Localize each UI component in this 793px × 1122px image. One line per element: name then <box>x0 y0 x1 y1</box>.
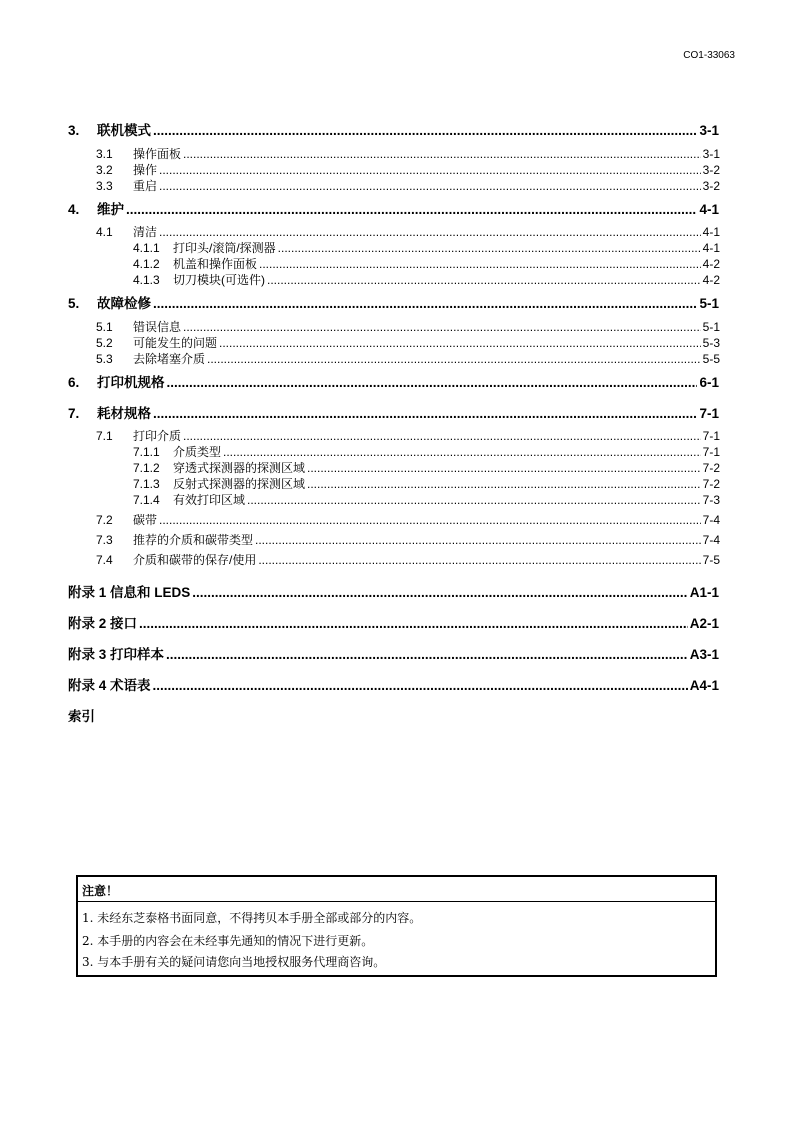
toc-page: 4-1 <box>699 202 719 217</box>
toc-number: 3.3 <box>96 179 113 193</box>
toc-title: 附录 1 信息和 LEDS <box>68 585 191 600</box>
toc-title: 附录 4 术语表 <box>68 678 151 693</box>
toc-entry-7-1-3[interactable] <box>133 475 720 492</box>
toc-page: 7-1 <box>702 429 720 443</box>
toc-leader <box>267 273 701 287</box>
notice-box <box>76 875 717 977</box>
toc-leader <box>126 202 697 217</box>
toc-number: 7.4 <box>96 553 113 567</box>
toc-leader <box>183 320 701 334</box>
toc-page: 7-1 <box>702 445 720 459</box>
toc-entry-4-1[interactable] <box>96 223 720 240</box>
toc-page: 4-1 <box>702 225 720 239</box>
notice-divider <box>78 901 715 902</box>
toc-leader <box>307 477 701 491</box>
toc-title: 耗材规格 <box>97 406 151 421</box>
notice-item: 2. 本手册的内容会在未经事先通知的情况下进行更新。 <box>82 934 374 948</box>
toc-number: 4.1.1 <box>133 241 160 255</box>
toc-leader <box>159 225 701 239</box>
toc-entry-index[interactable] <box>68 705 95 725</box>
toc-title: 附录 3 打印样本 <box>68 647 165 662</box>
toc-page: 7-4 <box>702 533 720 547</box>
toc-number: 3.2 <box>96 163 113 177</box>
toc-title: 操作 <box>133 163 158 177</box>
toc-page: 7-4 <box>702 513 720 527</box>
toc-page: 4-2 <box>702 273 720 287</box>
toc-entry-3-1[interactable] <box>96 145 720 162</box>
toc-title: 反射式探测器的探测区域 <box>173 477 306 491</box>
toc-page: 4-2 <box>702 257 720 271</box>
toc-entry-7-1-1[interactable] <box>133 443 720 460</box>
toc-page: 6-1 <box>699 375 719 390</box>
toc-leader <box>153 678 688 693</box>
toc-entry-5-3[interactable] <box>96 350 720 367</box>
toc-leader <box>207 352 701 366</box>
toc-leader <box>183 429 701 443</box>
toc-number: 7.3 <box>96 533 113 547</box>
notice-title: 注意！ <box>82 884 119 898</box>
toc-leader <box>139 616 688 631</box>
toc-title: 介质类型 <box>173 445 222 459</box>
toc-entry-4[interactable] <box>68 198 719 218</box>
toc-page: A1-1 <box>689 585 719 600</box>
toc-leader <box>153 406 697 421</box>
toc-page: 3-2 <box>702 163 720 177</box>
toc-page: 3-1 <box>699 123 719 138</box>
toc-entry-appendix-4[interactable] <box>68 674 719 694</box>
toc-number: 7.1.1 <box>133 445 160 459</box>
toc-title: 附录 2 接口 <box>68 616 138 631</box>
toc-title: 可能发生的问题 <box>133 336 218 350</box>
notice-item: 3. 与本手册有关的疑问请您向当地授权服务代理商咨询。 <box>82 955 386 969</box>
toc-leader <box>166 647 688 662</box>
toc-number: 7. <box>68 406 80 421</box>
toc-number: 4.1 <box>96 225 113 239</box>
toc-leader <box>219 336 701 350</box>
toc-leader <box>307 461 701 475</box>
toc-leader <box>259 257 701 271</box>
toc-title: 介质和碳带的保存/使用 <box>133 553 257 567</box>
toc-entry-appendix-2[interactable] <box>68 612 719 632</box>
toc-title: 重启 <box>133 179 158 193</box>
toc-page: 4-1 <box>702 241 720 255</box>
toc-title: 打印机规格 <box>97 375 165 390</box>
toc-leader <box>278 241 701 255</box>
toc-entry-3-2[interactable] <box>96 161 720 178</box>
toc-title: 错误信息 <box>133 320 182 334</box>
toc-number: 7.1.2 <box>133 461 160 475</box>
toc-entry-appendix-1[interactable] <box>68 581 719 601</box>
toc-title: 清洁 <box>133 225 158 239</box>
toc-leader <box>167 375 698 390</box>
toc-entry-3[interactable] <box>68 119 719 139</box>
toc-leader <box>258 553 700 567</box>
toc-title: 操作面板 <box>133 147 182 161</box>
toc-number: 6. <box>68 375 80 390</box>
toc-number: 5.2 <box>96 336 113 350</box>
toc-entry-7-1-2[interactable] <box>133 459 720 476</box>
toc-number: 3.1 <box>96 147 113 161</box>
toc-page: 5-3 <box>702 336 720 350</box>
toc-page: 7-1 <box>699 406 719 421</box>
toc-entry-3-3[interactable] <box>96 177 720 194</box>
toc-entry-6[interactable] <box>68 371 719 391</box>
toc-leader <box>159 513 701 527</box>
toc-title: 切刀模块(可选件) <box>173 273 265 287</box>
toc-number: 4.1.3 <box>133 273 160 287</box>
toc-number: 3. <box>68 123 80 138</box>
toc-page: 5-5 <box>702 352 720 366</box>
toc-page: 7-3 <box>702 493 720 507</box>
toc-leader <box>223 445 701 459</box>
toc-title: 穿透式探测器的探测区域 <box>173 461 306 475</box>
toc-number: 7.1 <box>96 429 113 443</box>
toc-title: 打印头/滚筒/探测器 <box>173 241 276 255</box>
toc-number: 7.1.3 <box>133 477 160 491</box>
toc-entry-5[interactable] <box>68 292 719 312</box>
toc-entry-appendix-3[interactable] <box>68 643 719 663</box>
toc-entry-5-2[interactable] <box>96 334 720 351</box>
toc-entry-7-1[interactable] <box>96 427 720 444</box>
toc-title: 碳带 <box>133 513 158 527</box>
toc-entry-7-3[interactable] <box>96 531 720 548</box>
toc-number: 5.1 <box>96 320 113 334</box>
toc-leader <box>153 123 697 138</box>
toc-entry-7-1-4[interactable] <box>133 491 720 508</box>
toc-number: 7.2 <box>96 513 113 527</box>
toc-page: A2-1 <box>689 616 719 631</box>
toc-title: 故障检修 <box>97 296 151 311</box>
toc-page: A4-1 <box>689 678 719 693</box>
toc-leader <box>192 585 687 600</box>
toc-entry-4-1-3[interactable] <box>133 271 720 288</box>
toc-page: 7-2 <box>702 477 720 491</box>
toc-title: 推荐的介质和碳带类型 <box>133 533 254 547</box>
toc-leader <box>153 296 697 311</box>
toc-number: 4. <box>68 202 80 217</box>
toc-number: 5.3 <box>96 352 113 366</box>
toc-title: 索引 <box>68 709 95 724</box>
toc-page: 7-2 <box>702 461 720 475</box>
toc-page: 5-1 <box>699 296 719 311</box>
toc-entry-7[interactable] <box>68 402 719 422</box>
toc-entry-5-1[interactable] <box>96 318 720 335</box>
toc-entry-7-2[interactable] <box>96 511 720 528</box>
toc-entry-4-1-2[interactable] <box>133 255 720 272</box>
toc-number: 4.1.2 <box>133 257 160 271</box>
toc-title: 机盖和操作面板 <box>173 257 258 271</box>
toc-title: 去除堵塞介质 <box>133 352 206 366</box>
toc-page: 5-1 <box>702 320 720 334</box>
toc-page: A3-1 <box>689 647 719 662</box>
toc-page: 7-5 <box>702 553 720 567</box>
toc-entry-4-1-1[interactable] <box>133 239 720 256</box>
toc-title: 有效打印区域 <box>173 493 246 507</box>
toc-leader <box>183 147 701 161</box>
toc-number: 7.1.4 <box>133 493 160 507</box>
toc-title: 打印介质 <box>133 429 182 443</box>
toc-leader <box>255 533 701 547</box>
toc-leader <box>159 163 701 177</box>
toc-leader <box>247 493 701 507</box>
toc-entry-7-4[interactable] <box>96 551 720 568</box>
document-number: CO1-33063 <box>683 50 735 61</box>
notice-item: 1. 未经东芝泰格书面同意，不得拷贝本手册全部或部分的内容。 <box>82 911 422 925</box>
toc-leader <box>159 179 701 193</box>
toc-title: 维护 <box>97 202 124 217</box>
toc-number: 5. <box>68 296 80 311</box>
toc-page: 3-1 <box>702 147 720 161</box>
toc-page: 3-2 <box>702 179 720 193</box>
toc-title: 联机模式 <box>97 123 151 138</box>
